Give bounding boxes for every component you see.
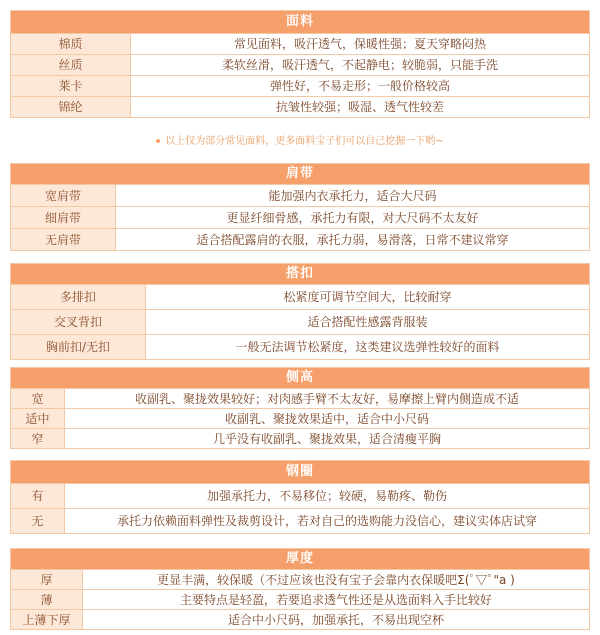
row-value: 收副乳、聚拢效果较好；对肉感手臂不太友好，易摩擦上臂内侧造成不适 [65,389,589,408]
row-key: 丝质 [11,55,131,75]
wire-title: 钢圈 [11,461,589,483]
row-key: 胸前扣/无扣 [11,335,146,359]
note-text: 以上仅为部分常见面料，更多面料宝子们可以自己挖掘一下哟~ [165,136,444,147]
row-value: 适合中小尺码，加强承托，不易出现空杯 [83,610,589,629]
underwire-table [10,460,590,534]
fabric-table [10,10,590,118]
strap-table [10,163,590,251]
row-key: 宽肩带 [11,185,116,206]
table-row [11,206,589,228]
table-row [11,408,589,428]
row-key: 窄 [11,429,65,448]
strap-title: 肩带 [11,164,589,184]
row-key: 锦纶 [11,97,131,117]
row-value: 加强承托力，不易移位；较硬，易勒疼、勒伤 [65,484,589,508]
row-key: 适中 [11,409,65,428]
table-row [11,483,589,508]
row-value: 几乎没有收副乳、聚拢效果，适合清瘦平胸 [65,429,589,448]
row-value: 抗皱性较强；吸湿、透气性较差 [131,97,589,117]
table-row [11,54,589,75]
table-row [11,309,589,334]
table-row [11,609,589,629]
table-row [11,284,589,309]
row-key: 厚 [11,570,83,589]
row-value: 更显纤细骨感，承托力有限，对大尺码不太友好 [116,207,589,228]
row-value: 主要特点是轻盈，若要追求透气性还是从选面料入手比较好 [83,590,589,609]
table-row [11,96,589,117]
table-row [11,228,589,250]
table-row [11,428,589,448]
row-key: 多排扣 [11,285,146,309]
table-row [11,589,589,609]
row-value: 适合搭配性感露背服装 [146,310,589,334]
clasp-title: 搭扣 [11,264,589,284]
row-value: 弹性好，不易走形；一般价格较高 [131,76,589,96]
table-row [11,334,589,359]
row-key: 无 [11,509,65,533]
clasp-table [10,263,590,360]
row-key: 薄 [11,590,83,609]
fabric-title: 面料 [11,11,589,33]
row-value: 常见面料，吸汗透气，保暖性强；夏天穿略闷热 [131,34,589,54]
row-key: 细肩带 [11,207,116,228]
table-row [11,508,589,533]
fabric-note [0,132,600,147]
table-row [11,33,589,54]
row-key: 有 [11,484,65,508]
row-value: 承托力依赖面料弹性及裁剪设计，若对自己的选购能力没信心，建议实体店试穿 [65,509,589,533]
table-row [11,184,589,206]
bullet-icon [156,139,160,143]
table-row [11,569,589,589]
thick-title: 厚度 [11,549,589,569]
table-row [11,388,589,408]
side-title: 侧高 [11,368,589,388]
row-value: 一般无法调节松紧度，这类建议选弹性较好的面料 [146,335,589,359]
row-key: 莱卡 [11,76,131,96]
row-key: 交叉背扣 [11,310,146,334]
side-height-table [10,367,590,449]
row-key: 宽 [11,389,65,408]
row-value: 柔软丝滑，吸汗透气，不起静电；较脆弱，只能手洗 [131,55,589,75]
row-key: 无肩带 [11,229,116,250]
row-value: 能加强内衣承托力，适合大尺码 [116,185,589,206]
thickness-table [10,548,590,630]
row-value: 更显丰满，较保暖（不过应该也没有宝子会靠内衣保暖吧Σ(ﾟ▽ﾟ"a ) [83,570,589,589]
table-row [11,75,589,96]
row-key: 上薄下厚 [11,610,83,629]
row-value: 适合搭配露肩的衣服，承托力弱，易滑落，日常不建议常穿 [116,229,589,250]
row-key: 棉质 [11,34,131,54]
row-value: 收副乳、聚拢效果适中，适合中小尺码 [65,409,589,428]
row-value: 松紧度可调节空间大，比较耐穿 [146,285,589,309]
